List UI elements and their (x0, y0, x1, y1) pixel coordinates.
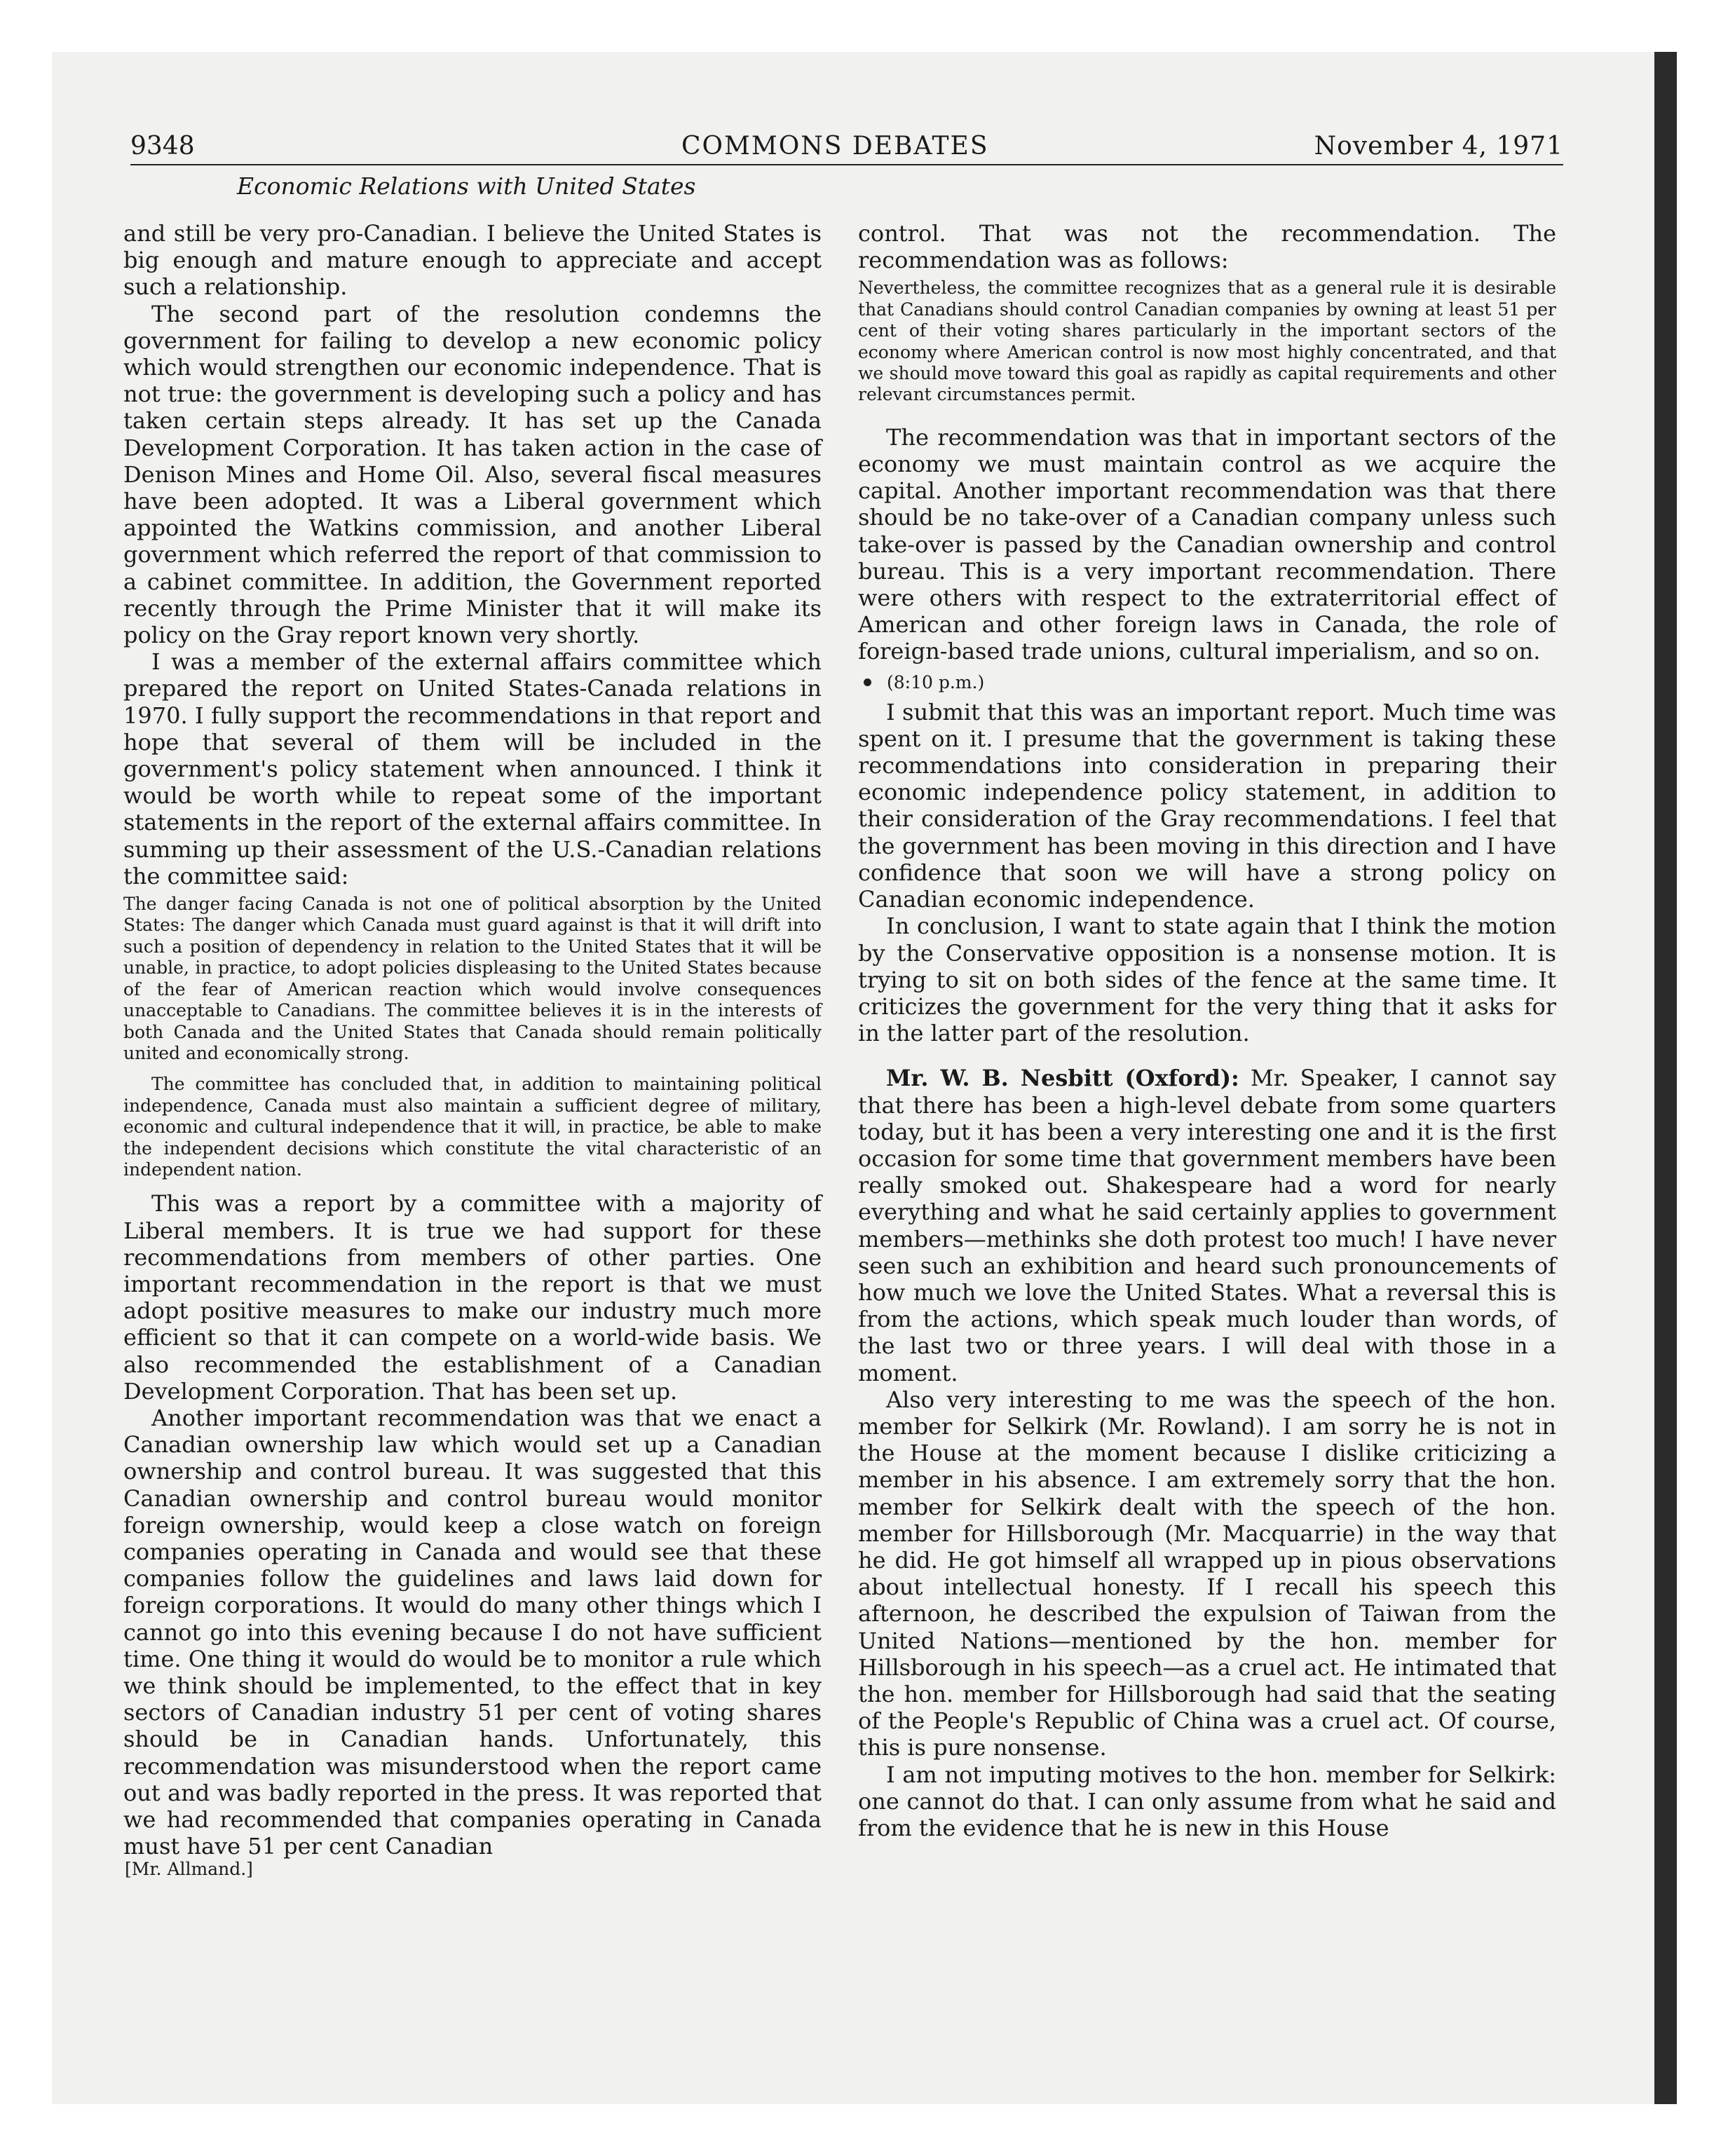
publication-title: COMMONS DEBATES (681, 132, 989, 161)
paragraph: In conclusion, I want to state again that I think the motion by the Conservative opposition is a nonsense motion. It is trying to sit on both sides of the fence at the same time. It criticizes the government for the very thing that it asks for in the latter part of the resolution. (858, 913, 1556, 1047)
left-column (123, 220, 822, 1860)
block-quote: The committee has concluded that, in addition to maintaining political independence, Canada must also maintain a sufficient degree of military, economic and cultural independence that it will, in practice, be able to make the independent decisions which constitute the vital characteristic of an independent nation. (123, 1074, 822, 1180)
header-rule (130, 164, 1563, 165)
paragraph: and still be very pro-Canadian. I believe the United States is big enough and mature enough to appreciate and accept such a relationship. (123, 220, 822, 301)
paragraph: I was a member of the external affairs committee which prepared the report on United States-Canada relations in 1970. I fully support the recommendations in that report and hope that several of them will be included in the government's policy statement when announced. I think it would be worth while to repeat some of the important statements in the report of the external affairs committee. In summing up their assessment of the U.S.-Canadian relations the committee said: (123, 648, 822, 889)
block-quote: Nevertheless, the committee recognizes that as a general rule it is desirable that Canadians should control Canadian companies by owning at least 51 per cent of their voting shares particularly in the important sectors of the economy where American control is now most highly concentrated, and that we should move toward this goal as rapidly as capital requirements and other relevant circumstances permit. (858, 278, 1556, 405)
section-subhead: Economic Relations with United States (237, 172, 696, 200)
paragraph: Another important recommendation was that we enact a Canadian ownership law which would set up a Canadian ownership and control bureau. It was suggested that this Canadian ownership and control bureau would monitor foreign ownership, would keep a close watch on foreign companies operating in Canada and would see that these companies follow the guidelines and laws laid down for foreign corporations. It would do many other things which I cannot go into this evening because I do not have sufficient time. One thing it would do would be to monitor a rule which we think should be implemented, to the effect that in key sectors of Canadian industry 51 per cent of voting shares should be in Canadian hands. Unfortunately, this recommendation was misunderstood when the report came out and was badly reported in the press. It was reported that we had recommended that companies operating in Canada must have 51 per cent Canadian (123, 1404, 822, 1860)
paragraph: The second part of the resolution condemns the government for failing to develop a new economic policy which would strengthen our economic independence. That is not true: the government is developing such a policy and has taken certain steps already. It has set up the Canada Development Corporation. It has taken action in the case of Denison Mines and Home Oil. Also, several fiscal measures have been adopted. It was a Liberal government which appointed the Watkins commission, and another Liberal government which referred the report of that commission to a cabinet committee. In addition, the Government reported recently through the Prime Minister that it will make its policy on the Gray report known very shortly. (123, 300, 822, 649)
paragraph: I submit that this was an important report. Much time was spent on it. I presume that the government is taking these recommendations into consideration in preparing their economic independence policy statement, in addition to their consideration of the Gray recommendations. I feel that the government has been moving in this direction and I have confidence that soon we will have a strong policy on Canadian economic independence. (858, 698, 1556, 913)
paragraph: This was a report by a committee with a majority of Liberal members. It is true we had support for these recommendations from members of other parties. One important recommendation in the report is that we must adopt positive measures to make our industry much more efficient so that it can compete on a world-wide basis. We also recommended the establishment of a Canadian Development Corporation. That has been set up. (123, 1190, 822, 1405)
time-stamp-text: (8:10 p.m.) (887, 671, 985, 692)
paragraph: Also very interesting to me was the speech of the hon. member for Selkirk (Mr. Rowland). I am sorry he is not in the House at the moment because I dislike criticizing a member in his absence. I am extremely sorry that the hon. member for Selkirk dealt with the speech of the hon. member for Hillsborough (Mr. Macquarrie) in the way that he did. He got himself all wrapped up in pious observations about intellectual honesty. If I recall his speech this afternoon, he described the expulsion of Taiwan from the United Nations—mentioned by the hon. member for Hillsborough in his speech—as a cruel act. He intimated that the hon. member for Hillsborough had said that the seating of the People's Republic of China was a cruel act. Of course, this is pure nonsense. (858, 1386, 1556, 1761)
page-edge-shadow (1654, 52, 1677, 2104)
paragraph: control. That was not the recommendation. The recommendation was as follows: (858, 220, 1556, 274)
right-column (858, 220, 1556, 1841)
page-header (130, 130, 1563, 163)
speech-text: Mr. Speaker, I cannot say that there has been a high-level debate from some quarters today, but it has been a very interesting one and it is the first occasion for some time that government members have been really smoked out. Shakespeare had a word for nearly everything and what he said certainly applies to government members—methinks she doth protest too much! I have never seen such an exhibition and heard such pronouncements of how much we love the United States. What a reversal this is from the actions, which speak much louder than words, of the last two or three years. I will deal with those in a moment. (858, 1065, 1557, 1386)
page-date: November 4, 1971 (1314, 132, 1563, 161)
paragraph: The recommendation was that in important sectors of the economy we must maintain control as we acquire the capital. Another important recommendation was that there should be no take-over of a Canadian company unless such take-over is passed by the Canadian ownership and control bureau. This is a very important recommendation. There were others with respect to the extraterritorial effect of American and other foreign laws in Canada, the role of foreign-based trade unions, cultural imperialism, and so on. (858, 423, 1556, 665)
speaker-name: Mr. W. B. Nesbitt (Oxford): (886, 1065, 1239, 1092)
time-stamp (858, 669, 1556, 696)
speaker-attribution: [Mr. Allmand.] (125, 1859, 253, 1879)
bullet-icon (864, 678, 871, 686)
block-quote: The danger facing Canada is not one of political absorption by the United States: The danger which Canada must guard against is that it will drift into such a position of dependency in relation to the United States that it will be unable, in practice, to adopt policies displeasing to the United States because of the fear of American reaction which would involve consequences unacceptable to Canadians. The committee believes it is in the interests of both Canada and the United States that Canada should remain politically united and economically strong. (123, 894, 822, 1063)
speaker-paragraph (858, 1065, 1556, 1386)
paragraph: I am not imputing motives to the hon. member for Selkirk: one cannot do that. I can only assume from what he said and from the evidence that he is new in this House (858, 1761, 1556, 1841)
page-number: 9348 (130, 132, 195, 161)
